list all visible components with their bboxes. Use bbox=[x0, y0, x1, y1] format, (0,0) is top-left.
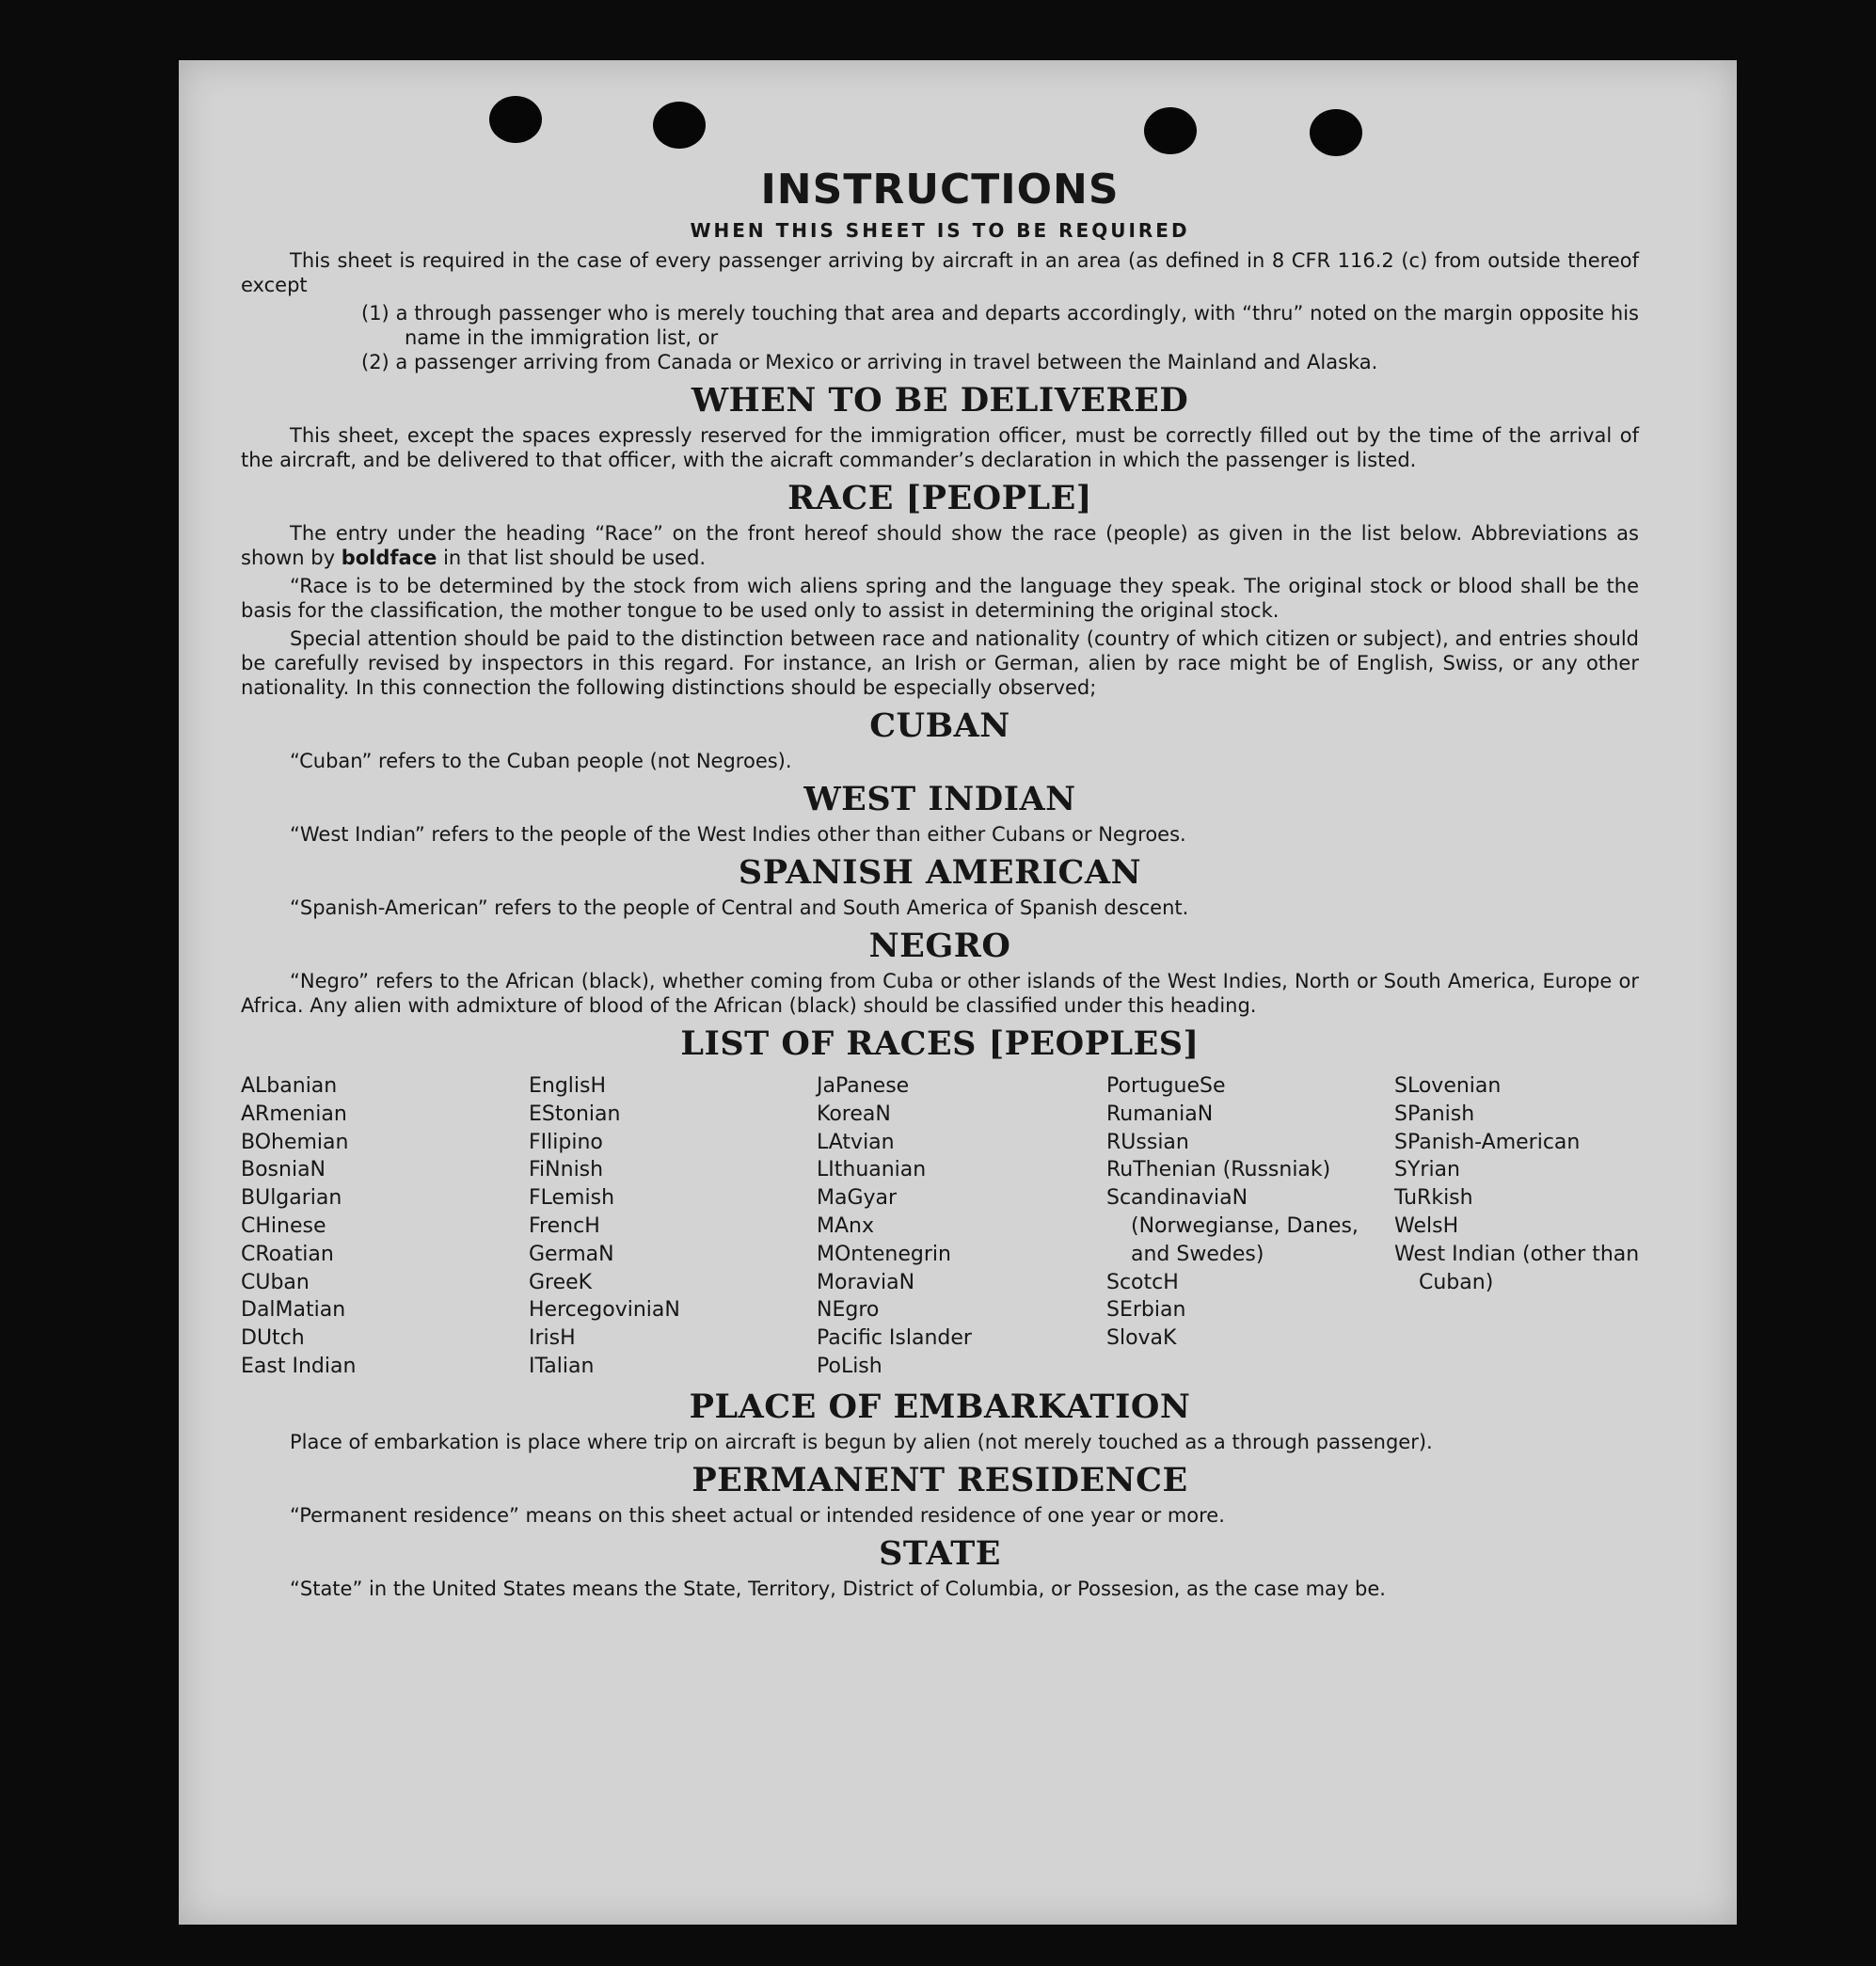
race-entry: LIthuanian bbox=[817, 1158, 927, 1182]
race-entry: KoreaN bbox=[817, 1102, 891, 1126]
race-entry: SPanish bbox=[1394, 1102, 1475, 1126]
race-entry: ALbanian bbox=[241, 1074, 338, 1098]
delivered-paragraph: This sheet, except the spaces expressly reserved for the immigration officer, must be correctly filled out by the time of the arrival of the aircraft, and be delivered to that officer, with the aicraft commander’s declaration in which the passenger is listed. bbox=[241, 424, 1639, 471]
race-entry: ScandinaviaN (Norwegianse, Danes, and Swedes) bbox=[1106, 1186, 1359, 1266]
negro-paragraph: “Negro” refers to the African (black), whether coming from Cuba or other islands of the West Indies, North or South America, Europe or Africa. Any alien with admixture of blood of the African (black) should be classified under this heading. bbox=[241, 970, 1639, 1017]
race-entry: ScotcH bbox=[1106, 1270, 1179, 1294]
race-entry: FrencH bbox=[529, 1213, 600, 1238]
race-entry: EnglisH bbox=[529, 1074, 607, 1098]
races-column bbox=[241, 1072, 529, 1381]
section-title-delivered: WHEN TO BE DELIVERED bbox=[691, 381, 1189, 420]
race-entry: East Indian bbox=[241, 1354, 357, 1378]
race-entry: SlovaK bbox=[1106, 1326, 1177, 1351]
race-entry: BOhemian bbox=[241, 1130, 349, 1154]
race-entry: DUtch bbox=[241, 1326, 305, 1351]
race-entry: RUssian bbox=[1106, 1130, 1189, 1154]
race-entry: GreeK bbox=[529, 1270, 593, 1294]
race-entry: SYrian bbox=[1394, 1158, 1460, 1182]
west-indian-paragraph: “West Indian” refers to the people of the West Indies other than either Cubans or Negroes. bbox=[290, 823, 1186, 846]
race-entry: IrisH bbox=[529, 1326, 576, 1351]
section-title-residence: PERMANENT RESIDENCE bbox=[692, 1460, 1188, 1499]
races-column bbox=[1394, 1072, 1677, 1381]
required-heading: WHEN THIS SHEET IS TO BE REQUIRED bbox=[690, 219, 1190, 242]
race-entry: BUlgarian bbox=[241, 1186, 342, 1211]
race-entry: West Indian (other than Cuban) bbox=[1394, 1242, 1640, 1294]
race-entry: RumaniaN bbox=[1106, 1102, 1214, 1126]
race-entry: SPanish-American bbox=[1394, 1130, 1581, 1154]
cuban-paragraph: “Cuban” refers to the Cuban people (not Negroes). bbox=[290, 750, 792, 772]
race-paragraph-2: “Race is to be determined by the stock from wich aliens spring and the language they speak. The original stock or blood shall be the basis for the classification, the mother tongue to be used only to assist in determining the original stock. bbox=[241, 575, 1639, 622]
residence-paragraph: “Permanent residence” means on this sheet actual or intended residence of one year or more. bbox=[290, 1503, 1225, 1527]
punch-hole bbox=[653, 102, 706, 149]
document-page bbox=[179, 60, 1737, 1925]
punch-hole bbox=[489, 96, 542, 143]
race-entry: TuRkish bbox=[1394, 1186, 1473, 1211]
race-entry: EStonian bbox=[529, 1102, 621, 1126]
races-table bbox=[241, 1072, 1639, 1381]
races-column bbox=[1106, 1072, 1394, 1381]
race-entry: FiNnish bbox=[529, 1158, 604, 1182]
race-entry: LAtvian bbox=[817, 1130, 895, 1154]
boldface-word: boldface bbox=[341, 547, 437, 569]
section-title-embarkation: PLACE OF EMBARKATION bbox=[689, 1387, 1191, 1426]
state-paragraph: “State” in the United States means the State, Territory, District of Columbia, or Possesion, as the case may be. bbox=[290, 1577, 1386, 1600]
races-column bbox=[817, 1072, 1106, 1381]
exception-item: (1) a through passenger who is merely touching that area and departs accordingly, with “thru” noted on the margin opposite his name in the immigration list, or bbox=[361, 302, 1639, 349]
race-entry: DalMatian bbox=[241, 1298, 346, 1323]
race-entry: RuThenian (Russniak) bbox=[1106, 1158, 1331, 1182]
section-title-negro: NEGRO bbox=[868, 927, 1011, 965]
races-column bbox=[529, 1072, 817, 1381]
race-paragraph-3: Special attention should be paid to the distinction between race and nationality (country of which citizen or subject), and entries should be carefully revised by inspectors in this regard. For instance, an Irish or German, alien by race might be of English, Swiss, or any other nationality. In this connection the following distinctions should be especially observed; bbox=[241, 627, 1639, 699]
race-entry: PortugueSe bbox=[1106, 1074, 1226, 1098]
instructions-content bbox=[241, 166, 1639, 1605]
race-entry: CUban bbox=[241, 1270, 310, 1294]
race-entry: MaGyar bbox=[817, 1186, 898, 1211]
race-entry: FIlipino bbox=[529, 1130, 603, 1154]
section-title-list-of-races: LIST OF RACES [PEOPLES] bbox=[680, 1024, 1200, 1063]
race-entry: WelsH bbox=[1394, 1213, 1459, 1238]
race-entry: MOntenegrin bbox=[817, 1242, 951, 1266]
exceptions-list bbox=[241, 301, 1639, 374]
page-title: INSTRUCTIONS bbox=[760, 166, 1120, 214]
embarkation-paragraph: Place of embarkation is place where trip on aircraft is begun by alien (not merely touched as a through passenger). bbox=[290, 1430, 1433, 1453]
race-entry: FLemish bbox=[529, 1186, 615, 1211]
race-entry: MoraviaN bbox=[817, 1270, 915, 1294]
section-title-spanish-american: SPANISH AMERICAN bbox=[738, 853, 1142, 892]
race-entry: CHinese bbox=[241, 1213, 326, 1238]
race-entry: Pacific Islander bbox=[817, 1326, 972, 1351]
section-title-state: STATE bbox=[879, 1533, 1001, 1573]
spanish-american-paragraph: “Spanish-American” refers to the people of Central and South America of Spanish descent. bbox=[290, 896, 1189, 919]
section-title-west-indian: WEST INDIAN bbox=[803, 780, 1076, 818]
race-entry: BosniaN bbox=[241, 1158, 326, 1182]
race-entry: SLovenian bbox=[1394, 1074, 1502, 1098]
race-entry: ITalian bbox=[529, 1354, 595, 1378]
race-entry: GermaN bbox=[529, 1242, 614, 1266]
race-entry: ARmenian bbox=[241, 1102, 347, 1126]
race-entry: SErbian bbox=[1106, 1298, 1186, 1323]
race-entry: CRoatian bbox=[241, 1242, 334, 1266]
punch-hole bbox=[1310, 109, 1362, 156]
section-title-race: RACE [PEOPLE] bbox=[787, 479, 1092, 517]
race-entry: HercegoviniaN bbox=[529, 1298, 680, 1323]
punch-hole bbox=[1144, 107, 1197, 154]
race-entry: PoLish bbox=[817, 1354, 882, 1378]
race-paragraph-1: The entry under the heading “Race” on the front hereof should show the race (people) as given in the list below. Abbreviations as shown by boldface in that list should be used. bbox=[241, 522, 1639, 569]
race-entry: JaPanese bbox=[817, 1074, 910, 1098]
exception-item: (2) a passenger arriving from Canada or Mexico or arriving in travel between the Mainland and Alaska. bbox=[361, 351, 1378, 373]
section-title-cuban: CUBAN bbox=[869, 706, 1010, 745]
intro-paragraph: This sheet is required in the case of every passenger arriving by aircraft in an area (as defined in 8 CFR 116.2 (c) from outside thereof except bbox=[241, 249, 1639, 296]
race-entry: NEgro bbox=[817, 1298, 880, 1323]
race-entry: MAnx bbox=[817, 1213, 874, 1238]
